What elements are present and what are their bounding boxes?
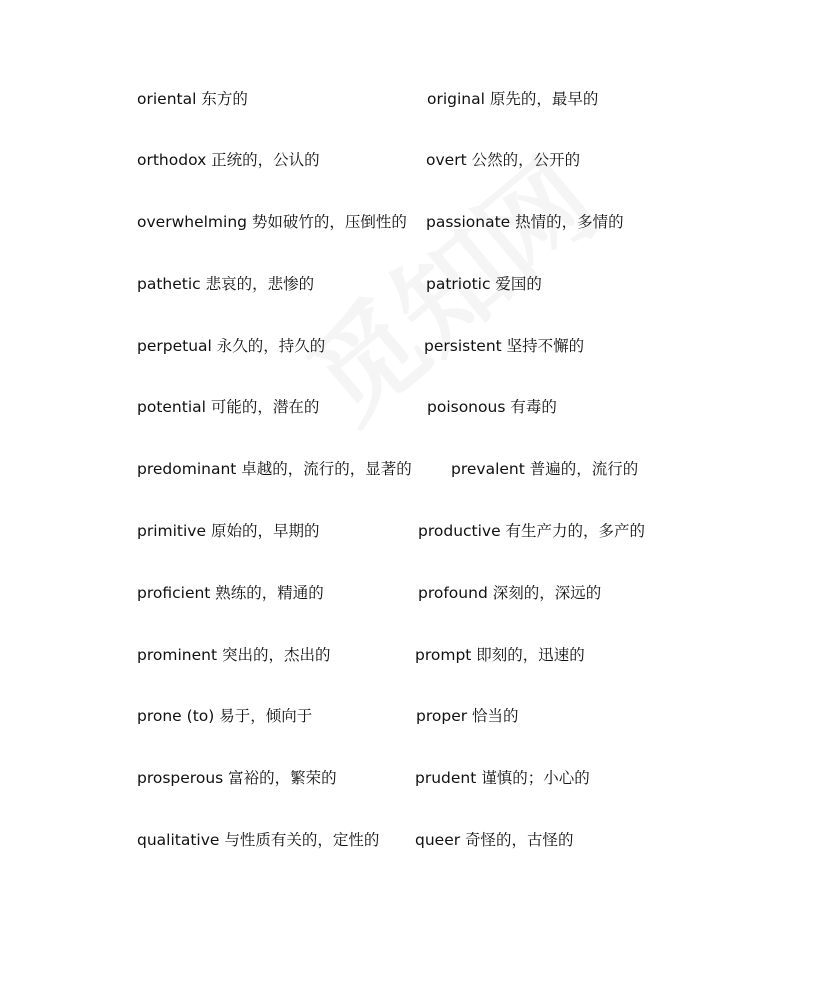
vocab-entry-left: prominent 突出的，杰出的 xyxy=(137,646,331,664)
vocab-entry-right: prevalent 普遍的，流行的 xyxy=(451,460,639,478)
vocab-entry-left: orthodox 正统的，公认的 xyxy=(137,151,320,169)
vocab-entry-right: passionate 热情的，多情的 xyxy=(426,213,624,231)
vocab-entry-right: profound 深刻的，深远的 xyxy=(418,584,602,602)
vocab-entry-right: prudent 谨慎的；小心的 xyxy=(415,769,590,787)
vocab-entry-left: potential 可能的，潜在的 xyxy=(137,398,320,416)
vocab-entry-left: perpetual 永久的，持久的 xyxy=(137,337,326,355)
vocab-entry-left: pathetic 悲哀的，悲惨的 xyxy=(137,275,315,293)
vocab-entry-left: prosperous 富裕的，繁荣的 xyxy=(137,769,337,787)
vocab-entry-left: oriental 东方的 xyxy=(137,90,248,108)
vocab-entry-right: patriotic 爱国的 xyxy=(426,275,542,293)
vocab-entry-right: proper 恰当的 xyxy=(416,707,519,725)
vocab-entry-left: primitive 原始的，早期的 xyxy=(137,522,320,540)
vocab-entry-right: queer 奇怪的，古怪的 xyxy=(415,831,574,849)
vocab-entry-left: prone (to) 易于，倾向于 xyxy=(137,707,313,725)
vocab-entry-right: original 原先的，最早的 xyxy=(427,90,599,108)
vocab-entry-left: proficient 熟练的，精通的 xyxy=(137,584,324,602)
vocab-entry-right: poisonous 有毒的 xyxy=(427,398,557,416)
vocab-entry-right: overt 公然的，公开的 xyxy=(426,151,581,169)
vocab-entry-right: persistent 坚持不懈的 xyxy=(424,337,585,355)
vocab-entry-right: productive 有生产力的，多产的 xyxy=(418,522,646,540)
vocab-entry-left: predominant 卓越的，流行的，显著的 xyxy=(137,460,412,478)
vocab-entry-left: qualitative 与性质有关的，定性的 xyxy=(137,831,380,849)
vocab-entry-right: prompt 即刻的，迅速的 xyxy=(415,646,585,664)
vocab-entry-left: overwhelming 势如破竹的，压倒性的 xyxy=(137,213,407,231)
